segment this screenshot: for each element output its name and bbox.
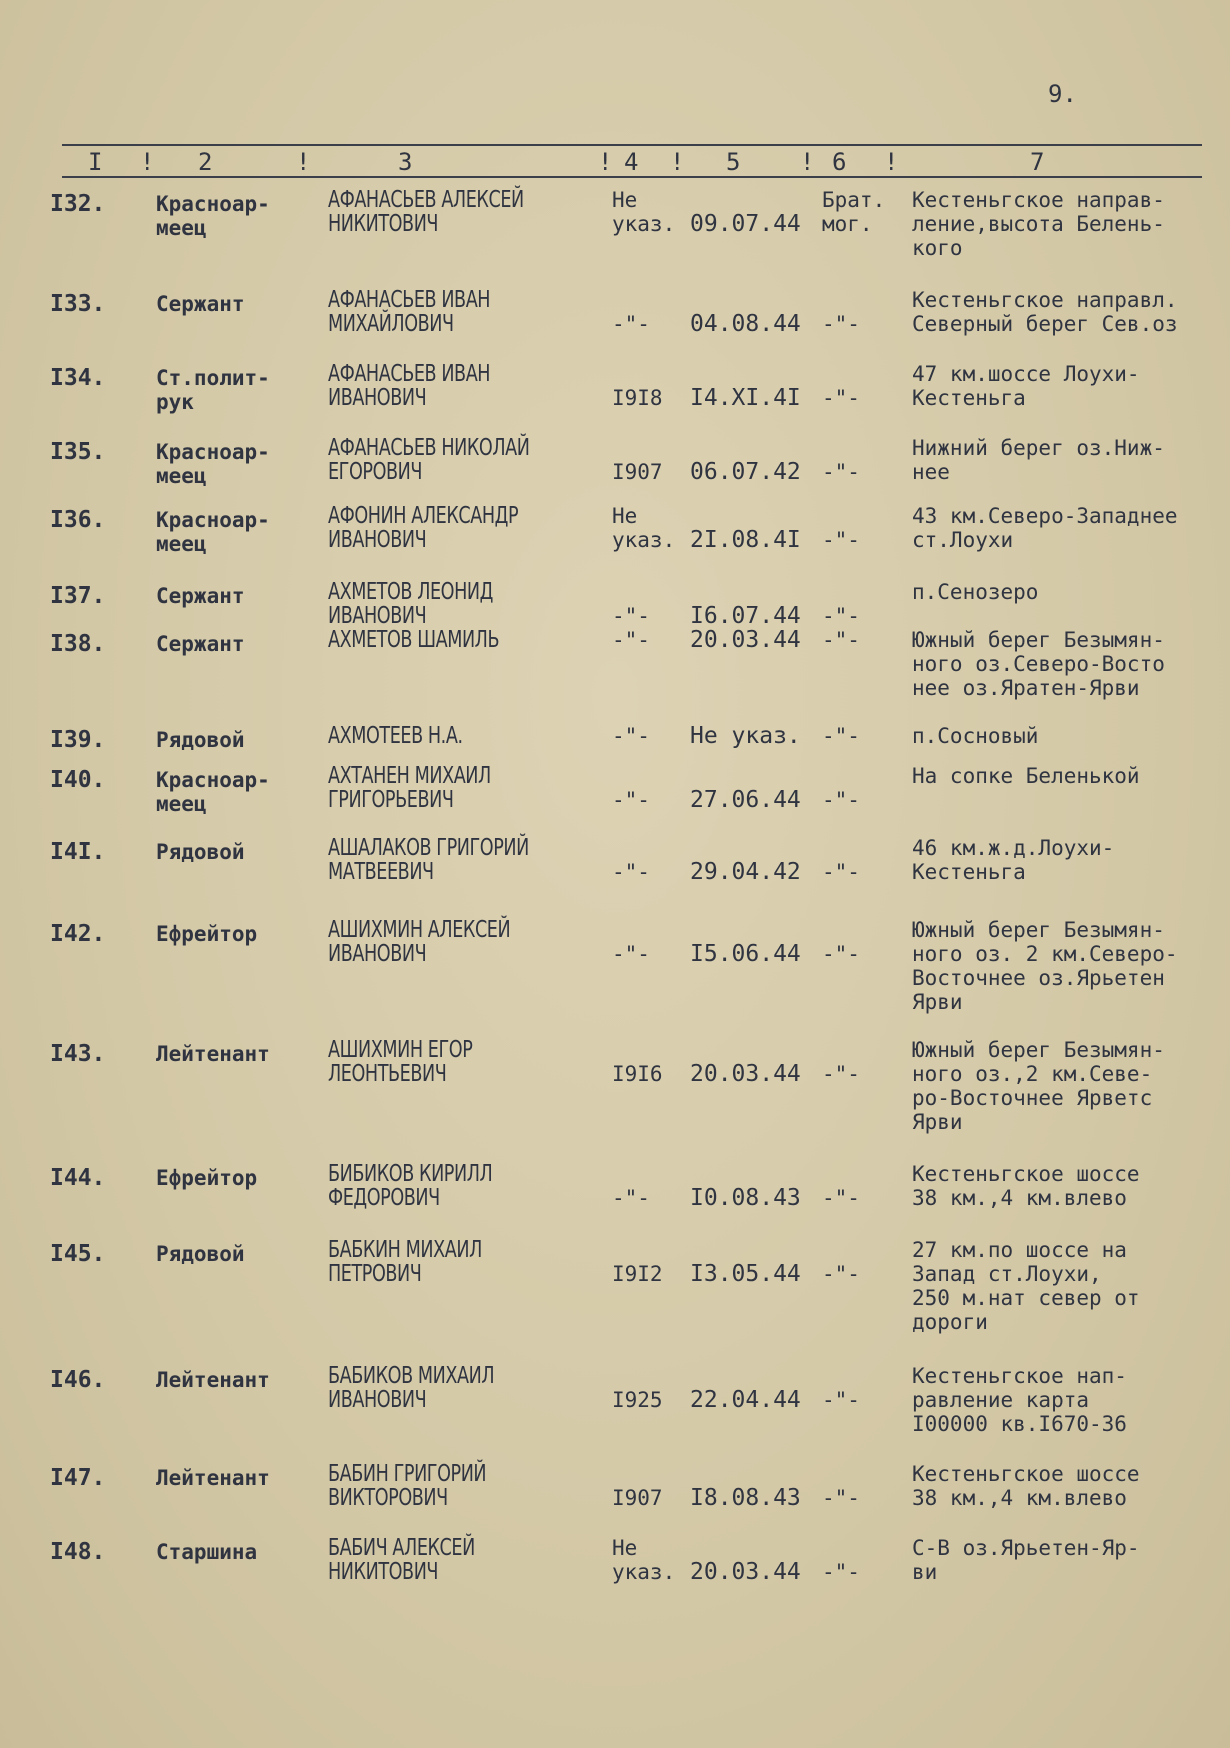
cell-num: I47.: [50, 1465, 106, 1491]
cell-burial: -"-: [822, 1186, 860, 1210]
cell-place: Кестеньгское шоссе 38 км.,4 км.влево: [912, 1462, 1140, 1510]
cell-year: I9I8: [612, 386, 663, 410]
cell-date: Не указ.: [690, 723, 801, 749]
cell-place: Южный берег Безымян- ного оз. 2 км.Северо- Восточнее оз.Ярьетен Ярви: [912, 918, 1178, 1014]
cell-name: АХМЕТОВ ШАМИЛЬ: [328, 627, 500, 653]
cell-burial: -"-: [822, 724, 860, 748]
header-col-7: 7: [1030, 148, 1045, 176]
header-separator: !: [296, 148, 311, 176]
cell-year: -"-: [612, 312, 650, 336]
cell-burial: -"-: [822, 942, 860, 966]
cell-year: Не указ.: [612, 504, 676, 552]
cell-year: -"-: [612, 860, 650, 884]
cell-date: I3.05.44: [690, 1261, 801, 1287]
cell-place: п.Сосновый: [912, 724, 1039, 748]
cell-burial: -"-: [822, 528, 860, 552]
header-separator: !: [884, 148, 899, 176]
cell-name: БИБИКОВ КИРИЛЛ ФЕДОРОВИЧ: [328, 1161, 493, 1211]
cell-year: I907: [612, 1486, 663, 1510]
cell-year: I907: [612, 460, 663, 484]
cell-burial: -"-: [822, 860, 860, 884]
cell-name: АФАНАСЬЕВ ИВАН ИВАНОВИЧ: [328, 361, 491, 411]
cell-place: 43 км.Северо-Западнее ст.Лоухи: [912, 504, 1178, 552]
cell-num: I43.: [50, 1041, 106, 1067]
cell-place: 27 км.по шоссе на Запад ст.Лоухи, 250 м.нат север от дороги: [912, 1238, 1140, 1334]
cell-num: I46.: [50, 1367, 106, 1393]
header-col-6: 6: [832, 148, 847, 176]
cell-burial: -"-: [822, 312, 860, 336]
cell-date: I0.08.43: [690, 1185, 801, 1211]
cell-year: -"-: [612, 628, 650, 652]
cell-rank: Лейтенант: [156, 1368, 270, 1392]
cell-num: I34.: [50, 365, 106, 391]
cell-name: АХТАНЕН МИХАИЛ ГРИГОРЬЕВИЧ: [328, 763, 491, 813]
cell-year: I9I6: [612, 1062, 663, 1086]
cell-name: АШИХМИН ЕГОР ЛЕОНТЬЕВИЧ: [328, 1037, 473, 1087]
cell-date: 2I.08.4I: [690, 527, 801, 553]
cell-place: Кестеньгское направ- ление,высота Белень- кого: [912, 188, 1165, 260]
cell-date: 09.07.44: [690, 211, 801, 237]
cell-name: АХМЕТОВ ЛЕОНИД ИВАНОВИЧ: [328, 579, 493, 629]
cell-rank: Лейтенант: [156, 1466, 270, 1490]
cell-burial: -"-: [822, 604, 860, 628]
cell-date: I5.06.44: [690, 941, 801, 967]
cell-rank: Сержант: [156, 292, 245, 316]
cell-burial: -"-: [822, 1388, 860, 1412]
cell-name: АШИХМИН АЛЕКСЕЙ ИВАНОВИЧ: [328, 917, 511, 967]
cell-burial: -"-: [822, 460, 860, 484]
cell-year: I9I2: [612, 1262, 663, 1286]
cell-place: Кестеньгское направл. Северный берег Сев.оз: [912, 288, 1178, 336]
cell-rank: Красноар- меец: [156, 440, 270, 488]
cell-rank: Ст.полит- рук: [156, 366, 270, 414]
cell-rank: Сержант: [156, 584, 245, 608]
cell-num: I48.: [50, 1539, 106, 1565]
cell-num: I39.: [50, 727, 106, 753]
cell-rank: Лейтенант: [156, 1042, 270, 1066]
cell-place: Кестеньгское шоссе 38 км.,4 км.влево: [912, 1162, 1140, 1210]
cell-rank: Красноар- меец: [156, 768, 270, 816]
cell-burial: -"-: [822, 1262, 860, 1286]
cell-date: 22.04.44: [690, 1387, 801, 1413]
cell-date: I6.07.44: [690, 603, 801, 629]
header-separator: !: [140, 148, 155, 176]
cell-name: АШАЛАКОВ ГРИГОРИЙ МАТВЕЕВИЧ: [328, 835, 529, 885]
cell-year: Не указ.: [612, 1536, 676, 1584]
header-col-I: I: [88, 148, 103, 176]
cell-place: Кестеньгское нап- равление карта I00000 кв.I670-36: [912, 1364, 1127, 1436]
cell-year: -"-: [612, 942, 650, 966]
cell-name: АФАНАСЬЕВ ИВАН МИХАЙЛОВИЧ: [328, 287, 491, 337]
cell-year: -"-: [612, 604, 650, 628]
cell-date: I8.08.43: [690, 1485, 801, 1511]
cell-num: I33.: [50, 291, 106, 317]
cell-burial: -"-: [822, 628, 860, 652]
cell-date: 20.03.44: [690, 1559, 801, 1585]
cell-burial: -"-: [822, 1062, 860, 1086]
cell-place: 46 км.ж.д.Лоухи- Кестеньга: [912, 836, 1115, 884]
cell-num: I32.: [50, 191, 106, 217]
cell-year: -"-: [612, 1186, 650, 1210]
cell-num: I37.: [50, 583, 106, 609]
cell-burial: Брат. мог.: [822, 188, 886, 236]
cell-num: I40.: [50, 767, 106, 793]
cell-rank: Старшина: [156, 1540, 258, 1564]
cell-burial: -"-: [822, 386, 860, 410]
cell-name: БАБИЧ АЛЕКСЕЙ НИКИТОВИЧ: [328, 1535, 475, 1585]
cell-burial: -"-: [822, 1486, 860, 1510]
header-separator: !: [670, 148, 685, 176]
cell-date: 20.03.44: [690, 1061, 801, 1087]
cell-year: Не указ.: [612, 188, 676, 236]
cell-rank: Рядовой: [156, 1242, 245, 1266]
cell-place: Нижний берег оз.Ниж- нее: [912, 436, 1165, 484]
cell-date: 20.03.44: [690, 627, 801, 653]
cell-rank: Рядовой: [156, 728, 245, 752]
cell-burial: -"-: [822, 1560, 860, 1584]
cell-place: Южный берег Безымян- ного оз.,2 км.Севе- ро-Восточнее Ярветс Ярви: [912, 1038, 1165, 1134]
cell-name: БАБИН ГРИГОРИЙ ВИКТОРОВИЧ: [328, 1461, 487, 1511]
header-bottom-rule: [62, 176, 1202, 178]
cell-num: I38.: [50, 631, 106, 657]
cell-rank: Сержант: [156, 632, 245, 656]
cell-year: I925: [612, 1388, 663, 1412]
cell-num: I44.: [50, 1165, 106, 1191]
cell-place: На сопке Беленькой: [912, 764, 1140, 788]
cell-num: I4I.: [50, 839, 106, 865]
header-separator: !: [598, 148, 613, 176]
header-col-5: 5: [726, 148, 741, 176]
cell-place: С-В оз.Ярьетен-Яр- ви: [912, 1536, 1140, 1584]
header-col-3: 3: [398, 148, 413, 176]
cell-name: АФОНИН АЛЕКСАНДР ИВАНОВИЧ: [328, 503, 519, 553]
cell-rank: Красноар- меец: [156, 508, 270, 556]
cell-name: БАБКИН МИХАИЛ ПЕТРОВИЧ: [328, 1237, 482, 1287]
cell-date: 29.04.42: [690, 859, 801, 885]
cell-rank: Рядовой: [156, 840, 245, 864]
cell-name: АФАНАСЬЕВ НИКОЛАЙ ЕГОРОВИЧ: [328, 435, 530, 485]
cell-date: I4.XI.4I: [690, 385, 801, 411]
cell-date: 27.06.44: [690, 787, 801, 813]
cell-name: АХМОТЕЕВ Н.А.: [328, 723, 463, 749]
cell-num: I42.: [50, 921, 106, 947]
cell-rank: Красноар- меец: [156, 192, 270, 240]
cell-year: -"-: [612, 788, 650, 812]
cell-name: БАБИКОВ МИХАИЛ ИВАНОВИЧ: [328, 1363, 495, 1413]
cell-num: I35.: [50, 439, 106, 465]
cell-date: 04.08.44: [690, 311, 801, 337]
cell-date: 06.07.42: [690, 459, 801, 485]
cell-place: п.Сенозеро: [912, 580, 1039, 604]
cell-name: АФАНАСЬЕВ АЛЕКСЕЙ НИКИТОВИЧ: [328, 187, 524, 237]
cell-rank: Ефрейтор: [156, 922, 258, 946]
cell-burial: -"-: [822, 788, 860, 812]
cell-num: I45.: [50, 1241, 106, 1267]
cell-rank: Ефрейтор: [156, 1166, 258, 1190]
header-col-4: 4: [624, 148, 639, 176]
cell-num: I36.: [50, 507, 106, 533]
header-separator: !: [800, 148, 815, 176]
cell-place: Южный берег Безымян- ного оз.Северо-Восто нее оз.Яратен-Ярви: [912, 628, 1165, 700]
header-top-rule: [62, 144, 1202, 146]
page-number: 9.: [1048, 80, 1077, 108]
cell-year: -"-: [612, 724, 650, 748]
header-col-2: 2: [198, 148, 213, 176]
cell-place: 47 км.шоссе Лоухи- Кестеньга: [912, 362, 1140, 410]
